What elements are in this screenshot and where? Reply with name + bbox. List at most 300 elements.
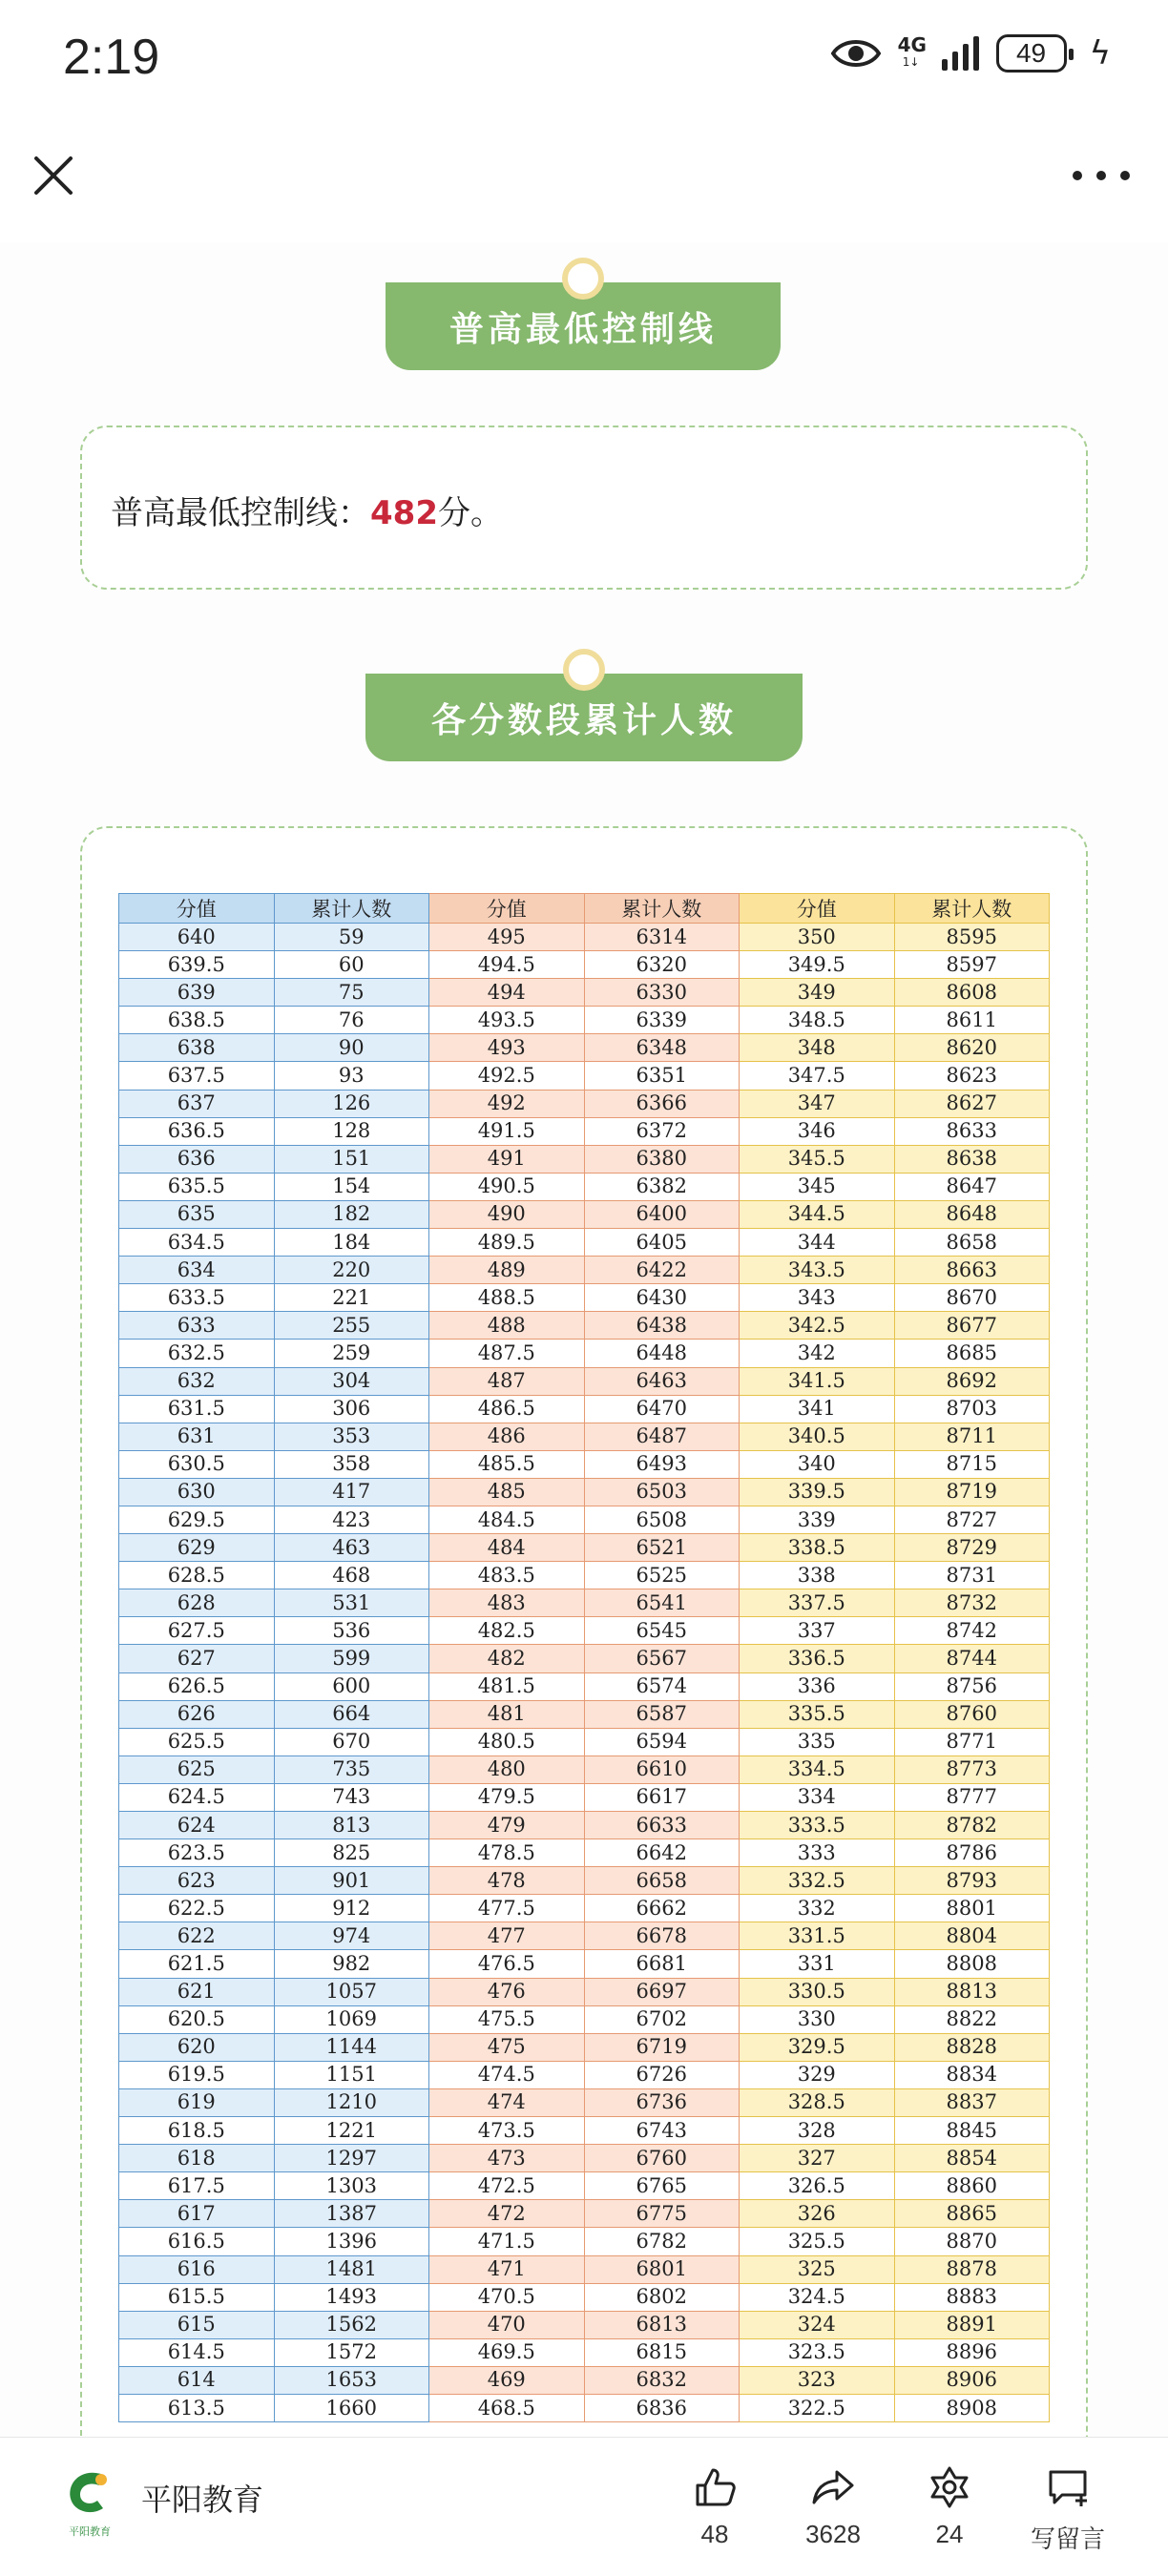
- cumulative-count-cell: 6775: [584, 2200, 740, 2228]
- table-row: [119, 1062, 1050, 1090]
- score-cell: 486.5: [429, 1395, 585, 1423]
- table-row: [119, 1978, 1050, 2005]
- cumulative-count-cell: 8744: [894, 1645, 1050, 1672]
- cumulative-count-cell: 8638: [894, 1145, 1050, 1173]
- table-row: [119, 2145, 1050, 2172]
- score-cell: 345.5: [740, 1145, 895, 1173]
- table-row: [119, 1395, 1050, 1423]
- cumulative-count-cell: 463: [274, 1534, 429, 1562]
- score-cell: 477: [429, 1922, 585, 1950]
- cumulative-count-cell: 8715: [894, 1450, 1050, 1478]
- comment-button[interactable]: [1015, 2464, 1120, 2555]
- score-table: [118, 893, 1050, 2422]
- score-cell: 329.5: [740, 2033, 895, 2061]
- score-cell: 638: [119, 1034, 275, 1062]
- score-cell: 324.5: [740, 2283, 895, 2311]
- score-cell: 485.5: [429, 1450, 585, 1478]
- score-cell: 326.5: [740, 2172, 895, 2200]
- cumulative-count-cell: 8786: [894, 1839, 1050, 1867]
- table-header-row: [119, 894, 1050, 924]
- cumulative-count-cell: 8845: [894, 2117, 1050, 2145]
- battery-icon: [996, 34, 1067, 73]
- cumulative-count-cell: 75: [274, 979, 429, 1007]
- score-cell: 494.5: [429, 951, 585, 979]
- share-count: 3628: [805, 2520, 861, 2548]
- cumulative-count-cell: 6351: [584, 1062, 740, 1090]
- table-row: [119, 2228, 1050, 2255]
- table-row: [119, 1700, 1050, 1728]
- cumulative-count-cell: 6508: [584, 1506, 740, 1533]
- score-cell: 632: [119, 1367, 275, 1395]
- score-cell: 493.5: [429, 1007, 585, 1034]
- table-header: 分值: [429, 894, 585, 924]
- score-cell: 339.5: [740, 1478, 895, 1506]
- table-row: [119, 2061, 1050, 2088]
- score-cell: 475.5: [429, 2005, 585, 2033]
- score-cell: 491: [429, 1145, 585, 1173]
- cumulative-count-cell: 6525: [584, 1562, 740, 1589]
- cumulative-count-cell: 1481: [274, 2255, 429, 2283]
- table-row: [119, 1867, 1050, 1895]
- score-cell: 469: [429, 2366, 585, 2394]
- score-cell: 341: [740, 1395, 895, 1423]
- cumulative-count-cell: 670: [274, 1728, 429, 1755]
- score-cell: 330: [740, 2005, 895, 2033]
- table-row: [119, 2033, 1050, 2061]
- score-cell: 347: [740, 1090, 895, 1117]
- score-cell: 327: [740, 2145, 895, 2172]
- cumulative-count-cell: 8663: [894, 1257, 1050, 1284]
- table-row: [119, 2394, 1050, 2421]
- cumulative-count-cell: 8773: [894, 1755, 1050, 1783]
- score-cell: 487: [429, 1367, 585, 1395]
- score-cell: 639: [119, 979, 275, 1007]
- table-row: [119, 2311, 1050, 2338]
- cumulative-count-cell: 8633: [894, 1117, 1050, 1145]
- table-row: [119, 1423, 1050, 1450]
- table-row: [119, 1950, 1050, 1978]
- cumulative-count-cell: 8837: [894, 2088, 1050, 2116]
- score-cell: 629: [119, 1534, 275, 1562]
- score-cell: 335.5: [740, 1700, 895, 1728]
- cumulative-count-cell: 6594: [584, 1728, 740, 1755]
- table-row: [119, 2200, 1050, 2228]
- cumulative-count-cell: 59: [274, 924, 429, 951]
- cumulative-count-cell: 90: [274, 1034, 429, 1062]
- cumulative-count-cell: 6330: [584, 979, 740, 1007]
- banner-ring-decoration: [562, 258, 604, 300]
- cumulative-count-cell: 468: [274, 1562, 429, 1589]
- cumulative-count-cell: 6487: [584, 1423, 740, 1450]
- score-cell: 490.5: [429, 1173, 585, 1200]
- score-cell: 635.5: [119, 1173, 275, 1200]
- cumulative-count-cell: 8808: [894, 1950, 1050, 1978]
- like-button[interactable]: [662, 2464, 767, 2549]
- cumulative-count-cell: 8854: [894, 2145, 1050, 2172]
- score-cell: 613.5: [119, 2394, 275, 2421]
- score-cell: 628.5: [119, 1562, 275, 1589]
- min-line-label: 普高最低控制线：: [111, 494, 370, 532]
- cumulative-count-cell: 1057: [274, 1978, 429, 2005]
- min-line-unit: 分。: [437, 494, 503, 532]
- cumulative-count-cell: 417: [274, 1478, 429, 1506]
- score-cell: 471.5: [429, 2228, 585, 2255]
- score-cell: 487.5: [429, 1340, 585, 1367]
- cumulative-count-cell: 8878: [894, 2255, 1050, 2283]
- table-row: [119, 979, 1050, 1007]
- score-cell: 348.5: [740, 1007, 895, 1034]
- score-cell: 331: [740, 1950, 895, 1978]
- table-row: [119, 1173, 1050, 1200]
- score-cell: 333.5: [740, 1812, 895, 1839]
- cumulative-count-cell: 6802: [584, 2283, 740, 2311]
- cumulative-count-cell: 6503: [584, 1478, 740, 1506]
- score-cell: 636: [119, 1145, 275, 1173]
- cumulative-count-cell: 1151: [274, 2061, 429, 2088]
- cumulative-count-cell: 6521: [584, 1534, 740, 1562]
- network-indicator: [897, 33, 927, 71]
- cumulative-count-cell: 6493: [584, 1450, 740, 1478]
- table-header: 累计人数: [274, 894, 429, 924]
- cumulative-count-cell: 6470: [584, 1395, 740, 1423]
- score-cell: 479: [429, 1812, 585, 1839]
- score-cell: 335: [740, 1728, 895, 1755]
- table-row: [119, 1200, 1050, 1228]
- cumulative-count-cell: 1660: [274, 2394, 429, 2421]
- cumulative-count-cell: 8828: [894, 2033, 1050, 2061]
- score-cell: 614.5: [119, 2338, 275, 2366]
- cumulative-count-cell: 8727: [894, 1506, 1050, 1533]
- table-row: [119, 2255, 1050, 2283]
- score-cell: 624.5: [119, 1783, 275, 1811]
- cumulative-count-cell: 743: [274, 1783, 429, 1811]
- score-cell: 632.5: [119, 1340, 275, 1367]
- table-header: 累计人数: [584, 894, 740, 924]
- cumulative-count-cell: 6813: [584, 2311, 740, 2338]
- cumulative-count-cell: 1144: [274, 2033, 429, 2061]
- nav-bar: [0, 113, 1168, 242]
- cumulative-count-cell: 6314: [584, 924, 740, 951]
- score-cell: 349.5: [740, 951, 895, 979]
- cumulative-count-cell: 6697: [584, 1978, 740, 2005]
- score-cell: 618.5: [119, 2117, 275, 2145]
- cumulative-count-cell: 8677: [894, 1312, 1050, 1340]
- more-icon[interactable]: [1073, 156, 1130, 195]
- cumulative-count-cell: 126: [274, 1090, 429, 1117]
- table-row: [119, 1562, 1050, 1589]
- cumulative-count-cell: 6726: [584, 2061, 740, 2088]
- cumulative-count-cell: 6719: [584, 2033, 740, 2061]
- score-cell: 474.5: [429, 2061, 585, 2088]
- score-cell: 344.5: [740, 1200, 895, 1228]
- cumulative-count-cell: 6610: [584, 1755, 740, 1783]
- score-cell: 478.5: [429, 1839, 585, 1867]
- cumulative-count-cell: 531: [274, 1589, 429, 1617]
- score-cell: 492: [429, 1090, 585, 1117]
- score-cell: 480.5: [429, 1728, 585, 1755]
- cumulative-count-cell: 8719: [894, 1478, 1050, 1506]
- cumulative-count-cell: 8711: [894, 1423, 1050, 1450]
- cumulative-count-cell: 901: [274, 1867, 429, 1895]
- cumulative-count-cell: 6658: [584, 1867, 740, 1895]
- logo-text: 平阳教育: [69, 2525, 111, 2538]
- like-count: 48: [700, 2520, 729, 2548]
- table-header: 累计人数: [894, 894, 1050, 924]
- cumulative-count-cell: 8731: [894, 1562, 1050, 1589]
- cumulative-count-cell: 1221: [274, 2117, 429, 2145]
- cumulative-count-cell: 6438: [584, 1312, 740, 1340]
- score-cell: 322.5: [740, 2394, 895, 2421]
- score-cell: 482: [429, 1645, 585, 1672]
- cumulative-count-cell: 6815: [584, 2338, 740, 2366]
- cumulative-count-cell: 8860: [894, 2172, 1050, 2200]
- share-button[interactable]: [781, 2464, 886, 2549]
- score-cell: 323: [740, 2366, 895, 2394]
- score-cell: 329: [740, 2061, 895, 2088]
- cumulative-count-cell: 6382: [584, 1173, 740, 1200]
- cumulative-count-cell: 599: [274, 1645, 429, 1672]
- cumulative-count-cell: 8597: [894, 951, 1050, 979]
- cumulative-count-cell: 8813: [894, 1978, 1050, 2005]
- cumulative-count-cell: 8782: [894, 1812, 1050, 1839]
- score-cell: 476.5: [429, 1950, 585, 1978]
- cumulative-count-cell: 825: [274, 1839, 429, 1867]
- score-cell: 345: [740, 1173, 895, 1200]
- cumulative-count-cell: 182: [274, 1200, 429, 1228]
- cumulative-count-cell: 8742: [894, 1617, 1050, 1645]
- cumulative-count-cell: 8793: [894, 1867, 1050, 1895]
- table-row: [119, 951, 1050, 979]
- cumulative-count-cell: 6574: [584, 1672, 740, 1700]
- cumulative-count-cell: 154: [274, 1173, 429, 1200]
- score-cell: 481: [429, 1700, 585, 1728]
- cumulative-count-cell: 306: [274, 1395, 429, 1423]
- score-cell: 614: [119, 2366, 275, 2394]
- cumulative-count-cell: 6836: [584, 2394, 740, 2421]
- table-row: [119, 1340, 1050, 1367]
- score-cell: 489: [429, 1257, 585, 1284]
- score-cell: 334: [740, 1783, 895, 1811]
- section-banner-min-line: [386, 282, 781, 370]
- cumulative-count-cell: 1562: [274, 2311, 429, 2338]
- table-row: [119, 1090, 1050, 1117]
- score-cell: 630.5: [119, 1450, 275, 1478]
- signal-icon: [942, 36, 979, 71]
- score-cell: 617.5: [119, 2172, 275, 2200]
- score-cell: 472.5: [429, 2172, 585, 2200]
- cumulative-count-cell: 8760: [894, 1700, 1050, 1728]
- score-cell: 622: [119, 1922, 275, 1950]
- banner-ring-decoration: [563, 649, 605, 691]
- score-cell: 337.5: [740, 1589, 895, 1617]
- score-cell: 628: [119, 1589, 275, 1617]
- cumulative-count-cell: 8777: [894, 1783, 1050, 1811]
- table-row: [119, 1672, 1050, 1700]
- cumulative-count-cell: 304: [274, 1367, 429, 1395]
- table-row: [119, 1755, 1050, 1783]
- share-icon: [810, 2464, 856, 2510]
- score-cell: 470: [429, 2311, 585, 2338]
- cumulative-count-cell: 255: [274, 1312, 429, 1340]
- score-cell: 328.5: [740, 2088, 895, 2116]
- table-row: [119, 1312, 1050, 1340]
- score-cell: 620: [119, 2033, 275, 2061]
- cumulative-count-cell: 6380: [584, 1145, 740, 1173]
- score-cell: 482.5: [429, 1617, 585, 1645]
- cumulative-count-cell: 1210: [274, 2088, 429, 2116]
- cumulative-count-cell: 8891: [894, 2311, 1050, 2338]
- score-cell: 634: [119, 1257, 275, 1284]
- cumulative-count-cell: 8627: [894, 1090, 1050, 1117]
- table-row: [119, 1839, 1050, 1867]
- score-cell: 483: [429, 1589, 585, 1617]
- score-cell: 340.5: [740, 1423, 895, 1450]
- cumulative-count-cell: 6567: [584, 1645, 740, 1672]
- table-row: [119, 2338, 1050, 2366]
- score-cell: 621.5: [119, 1950, 275, 1978]
- score-cell: 343.5: [740, 1257, 895, 1284]
- score-cell: 480: [429, 1755, 585, 1783]
- score-cell: 485: [429, 1478, 585, 1506]
- score-cell: 477.5: [429, 1895, 585, 1922]
- recommend-button[interactable]: [897, 2464, 1002, 2549]
- score-cell: 330.5: [740, 1978, 895, 2005]
- table-row: [119, 1922, 1050, 1950]
- cumulative-count-cell: 8804: [894, 1922, 1050, 1950]
- score-cell: 343: [740, 1284, 895, 1312]
- score-cell: 617: [119, 2200, 275, 2228]
- score-cell: 474: [429, 2088, 585, 2116]
- table-header: 分值: [119, 894, 275, 924]
- table-body: [119, 924, 1050, 2422]
- cumulative-count-cell: 6662: [584, 1895, 740, 1922]
- section-title: 各分数段累计人数: [430, 700, 737, 740]
- cumulative-count-cell: 664: [274, 1700, 429, 1728]
- score-cell: 637.5: [119, 1062, 275, 1090]
- table-row: [119, 1117, 1050, 1145]
- table-row: [119, 1783, 1050, 1811]
- score-cell: 336.5: [740, 1645, 895, 1672]
- cumulative-count-cell: 600: [274, 1672, 429, 1700]
- score-cell: 634.5: [119, 1229, 275, 1257]
- cumulative-count-cell: 8883: [894, 2283, 1050, 2311]
- table-row: [119, 1728, 1050, 1755]
- battery-level: 49: [1015, 38, 1047, 68]
- table-row: [119, 924, 1050, 951]
- cumulative-count-cell: 184: [274, 1229, 429, 1257]
- cumulative-count-cell: 536: [274, 1617, 429, 1645]
- cumulative-count-cell: 8658: [894, 1229, 1050, 1257]
- cumulative-count-cell: 6400: [584, 1200, 740, 1228]
- account-logo[interactable]: [63, 2466, 116, 2522]
- score-cell: 491.5: [429, 1117, 585, 1145]
- table-header: 分值: [740, 894, 895, 924]
- account-name[interactable]: 平阳教育: [141, 2482, 264, 2518]
- cumulative-count-cell: 6642: [584, 1839, 740, 1867]
- cumulative-count-cell: 1303: [274, 2172, 429, 2200]
- score-cell: 616: [119, 2255, 275, 2283]
- cumulative-count-cell: 8611: [894, 1007, 1050, 1034]
- status-bar: [0, 0, 1168, 113]
- cumulative-count-cell: 8647: [894, 1173, 1050, 1200]
- score-cell: 338.5: [740, 1534, 895, 1562]
- cumulative-count-cell: 6617: [584, 1783, 740, 1811]
- cumulative-count-cell: 6702: [584, 2005, 740, 2033]
- score-cell: 638.5: [119, 1007, 275, 1034]
- cumulative-count-cell: 1069: [274, 2005, 429, 2033]
- score-cell: 481.5: [429, 1672, 585, 1700]
- close-icon[interactable]: [29, 151, 78, 200]
- score-cell: 326: [740, 2200, 895, 2228]
- section-banner-score-table: [365, 674, 803, 761]
- table-row: [119, 1645, 1050, 1672]
- score-cell: 471: [429, 2255, 585, 2283]
- cumulative-count-cell: 912: [274, 1895, 429, 1922]
- cumulative-count-cell: 8729: [894, 1534, 1050, 1562]
- score-cell: 625: [119, 1755, 275, 1783]
- score-cell: 627: [119, 1645, 275, 1672]
- cumulative-count-cell: 735: [274, 1755, 429, 1783]
- comment-icon: [1045, 2464, 1091, 2510]
- cumulative-count-cell: 8670: [894, 1284, 1050, 1312]
- cumulative-count-cell: 6760: [584, 2145, 740, 2172]
- cumulative-count-cell: 1396: [274, 2228, 429, 2255]
- cumulative-count-cell: 6422: [584, 1257, 740, 1284]
- cumulative-count-cell: 6366: [584, 1090, 740, 1117]
- score-cell: 490: [429, 1200, 585, 1228]
- score-cell: 337: [740, 1617, 895, 1645]
- cumulative-count-cell: 8870: [894, 2228, 1050, 2255]
- status-time: 2:19: [63, 30, 160, 85]
- score-cell: 344: [740, 1229, 895, 1257]
- score-cell: 470.5: [429, 2283, 585, 2311]
- score-cell: 493: [429, 1034, 585, 1062]
- score-cell: 488.5: [429, 1284, 585, 1312]
- score-cell: 342: [740, 1340, 895, 1367]
- cumulative-count-cell: 6405: [584, 1229, 740, 1257]
- score-cell: 473.5: [429, 2117, 585, 2145]
- score-cell: 616.5: [119, 2228, 275, 2255]
- eye-icon: [831, 36, 881, 71]
- cumulative-count-cell: 8756: [894, 1672, 1050, 1700]
- cumulative-count-cell: 8623: [894, 1062, 1050, 1090]
- cumulative-count-cell: 8685: [894, 1340, 1050, 1367]
- score-cell: 331.5: [740, 1922, 895, 1950]
- score-cell: 626: [119, 1700, 275, 1728]
- score-cell: 341.5: [740, 1367, 895, 1395]
- table-row: [119, 2366, 1050, 2394]
- score-cell: 492.5: [429, 1062, 585, 1090]
- score-cell: 633.5: [119, 1284, 275, 1312]
- cumulative-count-cell: 6681: [584, 1950, 740, 1978]
- score-cell: 350: [740, 924, 895, 951]
- score-cell: 346: [740, 1117, 895, 1145]
- cumulative-count-cell: 6430: [584, 1284, 740, 1312]
- thumbs-up-icon: [692, 2464, 738, 2510]
- score-cell: 325.5: [740, 2228, 895, 2255]
- table-row: [119, 1284, 1050, 1312]
- cumulative-count-cell: 813: [274, 1812, 429, 1839]
- score-cell: 615: [119, 2311, 275, 2338]
- table-row: [119, 2005, 1050, 2033]
- score-cell: 349: [740, 979, 895, 1007]
- table-row: [119, 1257, 1050, 1284]
- score-cell: 323.5: [740, 2338, 895, 2366]
- score-cell: 472: [429, 2200, 585, 2228]
- cumulative-count-cell: 1493: [274, 2283, 429, 2311]
- comment-label: 写留言: [1030, 2524, 1105, 2553]
- score-cell: 639.5: [119, 951, 275, 979]
